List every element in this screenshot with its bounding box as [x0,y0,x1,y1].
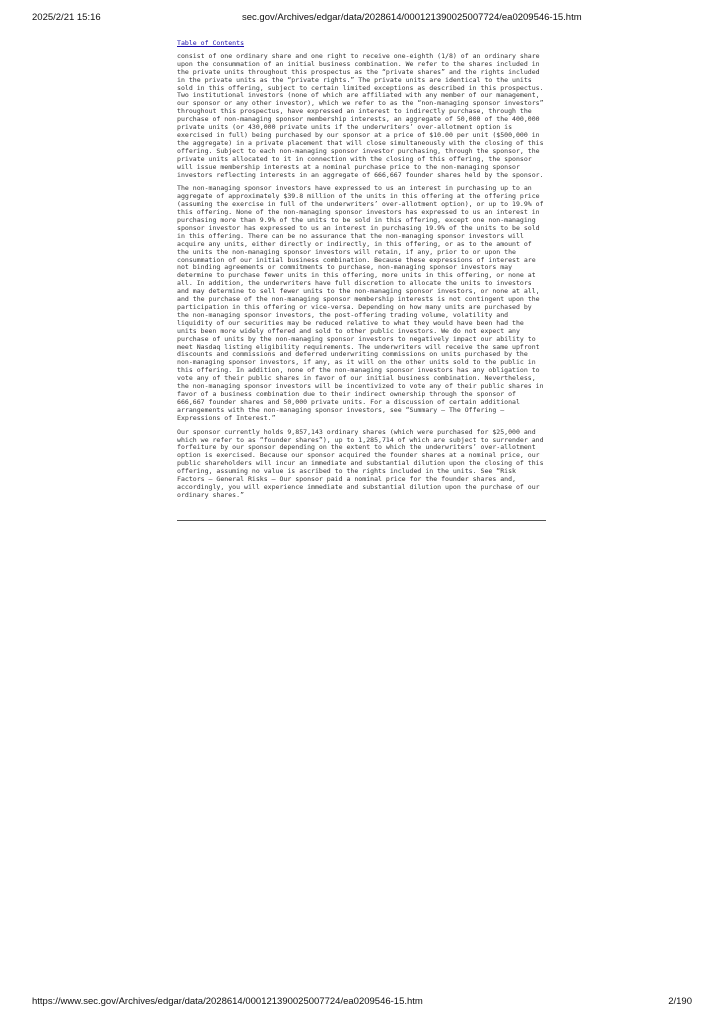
document-body [177,40,547,521]
paragraph-founder-shares: Our sponsor currently holds 9,857,143 ordinary shares (which were purchased for $25,000 and which we refer to as “founder shares”), up to 1,285,714 of which are subject to surrender and forfeiture by our sponsor depending on the extent to which the underwriters’ over-allotment option is exercised. Because our sponsor acquired the founder shares at a nominal price, our public shareholders will incur an immediate and substantial dilution upon the closing of this offering, assuming no value is ascribed to the rights included in the units. See “Risk Factors — General Risks — Our sponsor paid a nominal price for the founder shares and, accordingly, you will experience immediate and substantial dilution upon the purchase of our ordinary shares.” [177,427,544,499]
paragraph-non-managing-investors: The non-managing sponsor investors have expressed to us an interest in purchasing up to an aggregate of approximately $39.8 million of the units in this offering at the offering price (assuming the exercise in full of the underwriters’ over-allotment option), or up to 19.9% of this offering. None of the non-managing sponsor investors has expressed to us an interest in purchasing more than 9.9% of the units to be sold in this offering, except one non-managing sponsor investor has expressed to us an interest in purchasing 19.9% of the units to be sold in this offering. There can be no assurance that the non-managing sponsor investors will acquire any units, either directly or indirectly, in this offering, or as to the amount of the units the non-managing sponsor investors will retain, if any, prior to or upon the consummation of our initial business combination. Because these expressions of interest are not binding agreements or commitments to purchase, non-managing sponsor investors may determine to purchase fewer units in this offering, more units in this offering, or none at all. In addition, the underwriters have full discretion to allocate the units to investors and may determine to sell fewer units to the non-managing sponsor investors, or none at all, and the purchase of the non-managing sponsor membership interests is not contingent upon the participation in this offering or vice-versa. Depending on how many units are purchased by the non-managing sponsor investors, the post-offering trading volume, volatility and liquidity of our securities may be reduced relative to what they would have been had the units been more widely offered and sold to other public investors. We do not expect any purchase of units by the non-managing sponsor investors to negatively impact our ability to meet Nasdaq listing eligibility requirements. The underwriters will receive the same upfront discounts and commissions and deferred underwriting commissions on units purchased by the non-managing sponsor investors, if any, as it will on the other units sold to the public in this offering. In addition, none of the non-managing sponsor investors has any obligation to vote any of their public shares in favor of our initial business combination. Nevertheless, the non-managing sponsor investors will be incentivized to vote any of their public shares in favor of a business combination due to their indirect ownership through the sponsor of 666,667 founder shares and 50,000 private units. For a discussion of certain additional arrangements with the non-managing sponsor investors, see “Summary — The Offering — Expressions of Interest.” [177,184,544,422]
print-page-title: sec.gov/Archives/edgar/data/2028614/000121390025007724/ea0209546-15.htm [242,12,582,23]
print-datetime: 2025/2/21 15:16 [32,12,101,23]
table-of-contents-link[interactable]: Table of Contents [177,39,245,47]
print-header [32,12,692,26]
section-divider [177,520,546,521]
paragraph-private-units: consist of one ordinary share and one right to receive one-eighth (1/8) of an ordinary share upon the consummation of an initial business combination. We refer to the shares included in the private units throughout this prospectus as the “private shares” and the rights included in the private units as the “private rights.” The private units are identical to the units sold in this offering, subject to certain limited exceptions as described in this prospectus. Two institutional investors (none of which are affiliated with any member of our management, our sponsor or any other investor), which we refer to as the “non-managing sponsor investors” throughout this prospectus, have expressed an interest to indirectly purchase, through the purchase of non-managing sponsor membership interests, an aggregate of 50,000 of the 400,000 private units (or 430,000 private units if the underwriters’ over-allotment option is exercised in full) being purchased by our sponsor at a price of $10.00 per unit ($500,000 in the aggregate) in a private placement that will close simultaneously with the closing of this offering. Subject to each non-managing sponsor investor purchasing, through the sponsor, the private units allocated to it in connection with the closing of this offering, the sponsor will issue membership interests at a nominal purchase price to the non-managing sponsor investors reflecting interests in an aggregate of 666,667 founder shares held by the sponsor. [177,51,544,179]
print-url: https://www.sec.gov/Archives/edgar/data/2028614/000121390025007724/ea0209546-15.htm [32,996,423,1007]
print-footer [32,996,692,1010]
print-page-number: 2/190 [668,996,692,1007]
